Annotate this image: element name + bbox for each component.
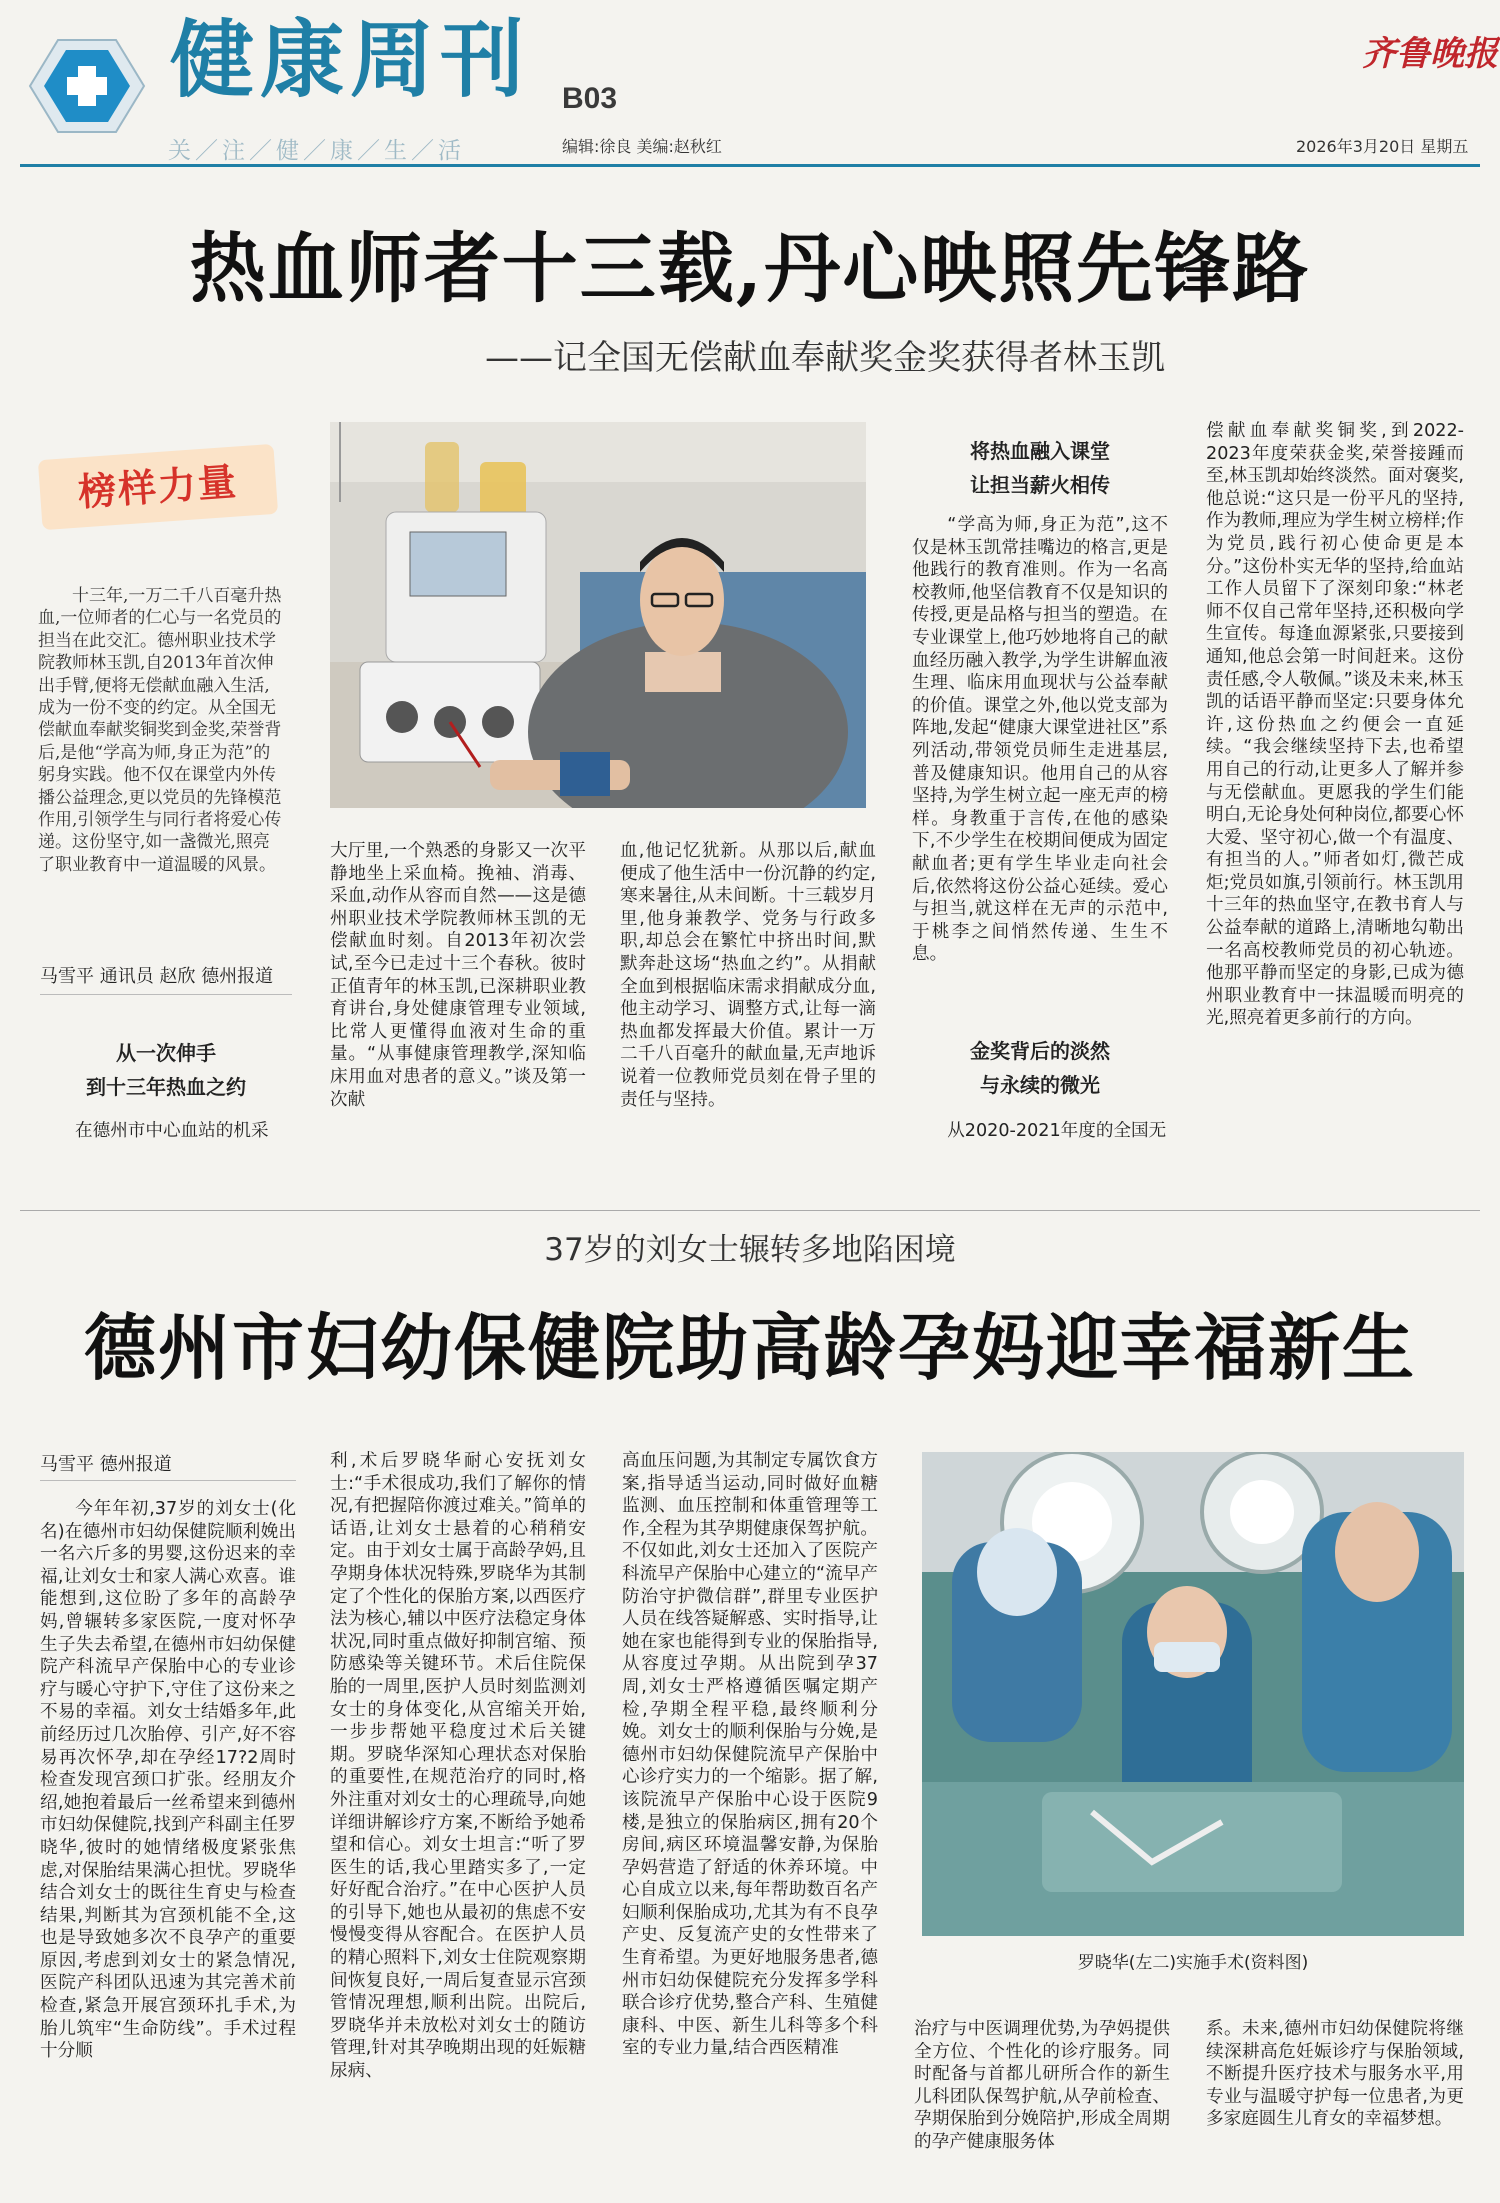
column-text: 血,他记忆犹新。从那以后,献血便成了他生活中一份沉静的约定,寒来暑往,从未间断。十三载岁月里,他身兼教学、党务与行政多职,却总会在繁忙中挤出时间,默默奔赴这场“热血之约”。从捐献全血到根据临床需求捐献成分血,他主动学习、调整方式,让每一滴热血都发挥最大价值。累计一万二千八百毫升的献血量,无声地诉说着一位教师党员刻在骨子里的责任与坚持。 — [620, 841, 876, 1110]
column-text: 在德州市中心血站的机采 — [75, 1121, 269, 1141]
column-text: 治疗与中医调理优势,为孕妈提供全方位、个性化的诊疗服务。同时配备与首都儿研所合作的新生儿科团队保驾护航,从孕前检查、孕期保胎到分娩陪护,形成全周期的孕产健康服务体 — [914, 2019, 1170, 2152]
story1-subheadline: ——记全国无偿献血奉献奖金奖获得者林玉凯 — [485, 338, 1165, 378]
story2-byline: 马雪平 德州报道 — [40, 1454, 172, 1475]
story1-subhead-1 — [40, 1036, 292, 1104]
story2-column-e — [1206, 2018, 1464, 2131]
column-text: 今年年初,37岁的刘女士(化名)在德州市妇幼保健院顺利娩出一名六斤多的男婴,这份迟来的幸福,让刘女士和家人满心欢喜。谁能想到,这位盼了多年的高龄孕妈,曾辗转多家医院,一度对怀孕生子失去希望,在德州市妇幼保健院产科流早产保胎中心的专业诊疗与暖心守护下,守住了这份来之不易的幸福。刘女士结婚多年,此前经历过几次胎停、引产,好不容易再次怀孕,却在孕经17?2周时检查发现宫颈口扩张。经朋友介绍,她抱着最后一丝希望来到德州市妇幼保健院,找到产科副主任罗晓华,彼时的她情绪极度紧张焦虑,对保胎结果满心担忧。罗晓华结合刘女士的既往生育史与检查结果,判断其为宫颈机能不全,这也是导致她多次不良孕产的重要原因,考虑到刘女士的紧急情况,医院产科团队迅速为其完善术前检查,紧急开展宫颈环扎手术,为胎儿筑牢“生命防线”。手术过程十分顺 — [40, 1499, 296, 2062]
story-divider — [20, 1210, 1480, 1211]
page-number: B03 — [562, 82, 618, 115]
story2-headline: 德州市妇幼保健院助高龄孕妈迎幸福新生 — [83, 1305, 1416, 1390]
intro-text: 十三年,一万二千八百毫升热血,一位师者的仁心与一名党员的担当在此交汇。德州职业技术学院教师林玉凯,自2013年首次伸出手臂,便将无偿献血融入生活,成为一份不变的约定。从全国无偿献血奉献奖铜奖到金奖,荣誉背后,是他“学高为师,身正为范”的躬身实践。他不仅在课堂内外传播公益理念,更以党员的先锋模范作用,引领学生与同行者将爱心传递。这份坚守,如一盏微光,照亮了职业教育中一道温暖的风景。 — [38, 586, 282, 875]
story1-intro — [38, 585, 284, 876]
column-text: 从2020-2021年度的全国无 — [947, 1121, 1167, 1141]
story2-column-d — [914, 2018, 1170, 2154]
subhead-line: 将热血融入课堂 — [970, 439, 1110, 463]
masthead-rule — [20, 164, 1480, 167]
story1-column-d-tail — [912, 1120, 1168, 1143]
section-title: 健康周刊 — [170, 11, 531, 109]
story1-subhead-2 — [912, 434, 1168, 502]
role-model-badge — [38, 444, 278, 530]
blood-donation-photo — [330, 422, 866, 808]
subhead-line: 从一次伸手 — [116, 1041, 216, 1065]
newspaper-logo: 齐鲁晚报 — [1362, 34, 1498, 74]
subhead-line: 金奖背后的淡然 — [970, 1039, 1110, 1063]
story2-column-b — [330, 1450, 586, 2083]
column-text: 系。未来,德州市妇幼保健院将继续深耕高危妊娠诊疗与保胎领域,不断提升医疗技术与服务水平,用专业与温暖守护每一位患者,为更多家庭圆生儿育女的幸福梦想。 — [1206, 2019, 1464, 2130]
badge-label: 榜样力量 — [76, 459, 240, 515]
subhead-line: 到十三年热血之约 — [86, 1075, 246, 1099]
column-text: 高血压问题,为其制定专属饮食方案,指导适当运动,同时做好血糖监测、血压控制和体重管理等工作,全程为其孕期健康保驾护航。不仅如此,刘女士还加入了医院产科流早产保胎中心建立的“流早产防治守护微信群”,群里专业医护人员在线答疑解惑、实时指导,让她在家也能得到专业的保胎指导,从容度过孕期。从出院到孕37周,刘女士严格遵循医嘱定期产检,孕期全程平稳,最终顺利分娩。刘女士的顺利保胎与分娩,是德州市妇幼保健院流早产保胎中心诊疗实力的一个缩影。据了解,该院流早产保胎中心设于医院9楼,是独立的保胎病区,拥有20个房间,病区环境温馨安静,为保胎孕妈营造了舒适的休养环境。中心自成立以来,每年帮助数百名产妇顺利保胎成功,尤其为有不良孕产史、反复流产史的女性带来了生育希望。为更好地服务患者,德州市妇幼保健院充分发挥多学科联合诊疗优势,整合产科、生殖健康科、中医、新生儿科等多个科室的专业力量,结合西医精准 — [622, 1451, 878, 2059]
issue-date: 2026年3月20日 星期五 — [1296, 137, 1469, 156]
subhead-line: 让担当薪火相传 — [970, 473, 1110, 497]
column-text: 大厅里,一个熟悉的身影又一次平静地坐上采血椅。挽袖、消毒、采血,动作从容而自然——这是德州职业技术学院教师林玉凯的无偿献血时刻。自2013年初次尝试,至今已走过十三个春秋。彼时正值青年的林玉凯,已深耕职业教育讲台,身处健康管理专业领域,比常人更懂得血液对生命的重量。“从事健康管理教学,深知临床用血对患者的意义。”谈及第一次献 — [330, 841, 586, 1110]
story1-headline: 热血师者十三载,丹心映照先锋路 — [189, 224, 1311, 313]
byline-divider — [40, 994, 292, 995]
byline-divider — [40, 1480, 296, 1481]
story1-column-e — [1206, 420, 1464, 1030]
story2-kicker: 37岁的刘女士辗转多地陷困境 — [544, 1232, 956, 1268]
column-text: 利,术后罗晓华耐心安抚刘女士:“手术很成功,我们了解你的情况,有把握陪你渡过难关。”简单的话语,让刘女士悬着的心稍稍安定。由于刘女士属于高龄孕妈,且孕期身体状况特殊,罗晓华为其制定了个性化的保胎方案,以西医疗法为核心,辅以中医疗法稳定身体状况,同时重点做好抑制宫缩、预防感染等关键环节。术后住院保胎的一周里,医护人员时刻监测刘女士的身体变化,从宫缩关开始,一步步帮她平稳度过术后关键期。罗晓华深知心理状态对保胎的重要性,在规范治疗的同时,格外注重对刘女士的心理疏导,向她详细讲解诊疗方案,不断给予她希望和信心。刘女士坦言:“听了罗医生的话,我心里踏实多了,一定好好配合治疗。”在中心医护人员的引导下,她也从最初的焦虑不安慢慢变得从容配合。在医护人员的精心照料下,刘女士住院观察期间恢复良好,一周后复查显示宫颈管情况理想,顺利出院。出院后,罗晓华并未放松对刘女士的随访管理,针对其孕晚期出现的妊娠糖尿病、 — [330, 1451, 586, 2082]
story1-column-a — [75, 1120, 297, 1143]
health-cross-logo-icon — [28, 36, 146, 136]
column-text: “学高为师,身正为范”,这不仅是林玉凯常挂嘴边的格言,更是他践行的教育准则。作为一名高校教师,他坚信教育不仅是知识的传授,更是品格与担当的塑造。在专业课堂上,他巧妙地将自己的献血经历融入教学,为学生讲解血液生理、临床用血现状与公益奉献的价值。课堂之外,他以党支部为阵地,发起“健康大课堂进社区”系列活动,带领党员师生走进基层,普及健康知识。他用自己的从容坚持,为学生树立起一座无声的榜样。身教重于言传,在他的感染下,不少学生在校期间便成为固定献血者;更有学生毕业走向社会后,依然将这份公益心延续。爱心与担当,就这样在无声的示范中,于桃李之间悄然传递、生生不息。 — [912, 515, 1168, 965]
story1-byline: 马雪平 通讯员 赵欣 德州报道 — [40, 966, 274, 987]
section-tagline: 关／注／健／康／生／活 — [168, 138, 465, 164]
surgery-photo-caption: 罗晓华(左二)实施手术(资料图) — [1077, 1953, 1309, 1973]
story2-column-a — [40, 1498, 296, 2063]
story2-column-c — [622, 1450, 878, 2060]
story1-column-c — [620, 840, 876, 1111]
editor-credits: 编辑:徐良 美编:赵秋红 — [562, 137, 722, 156]
column-text: 偿献血奉献奖铜奖,到2022-2023年度荣获金奖,荣誉接踵而至,林玉凯却始终淡然。面对褒奖,他总说:“这只是一份平凡的坚持,作为教师,理应为学生树立榜样;作为党员,践行初心使命更是本分。”这份朴实无华的坚持,给血站工作人员留下了深刻印象:“林老师不仅自己常年坚持,还积极向学生宣传。每逢血源紧张,只要接到通知,他总会第一时间赶来。这份责任感,令人敬佩。”谈及未来,林玉凯的话语平静而坚定:只要身体允许,这份热血之约便会一直延续。“我会继续坚持下去,也希望用自己的行动,让更多人了解并参与无偿献血。更愿我的学生们能明白,无论身处何种岗位,都要心怀大爱、坚守初心,做一个有温度、有担当的人。”师者如灯,微芒成炬;党员如旗,引领前行。林玉凯用十三年的热血坚守,在教书育人与公益奉献的道路上,清晰地勾勒出一名高校教师党员的初心轨迹。他那平静而坚定的身影,已成为德州职业教育中一抹温暖而明亮的光,照亮着更多前行的方向。 — [1206, 421, 1464, 1029]
story1-column-b — [330, 840, 586, 1111]
subhead-line: 与永续的微光 — [980, 1073, 1100, 1097]
story1-column-d — [912, 514, 1168, 966]
story1-subhead-3 — [912, 1034, 1168, 1102]
surgery-photo — [922, 1452, 1464, 1936]
